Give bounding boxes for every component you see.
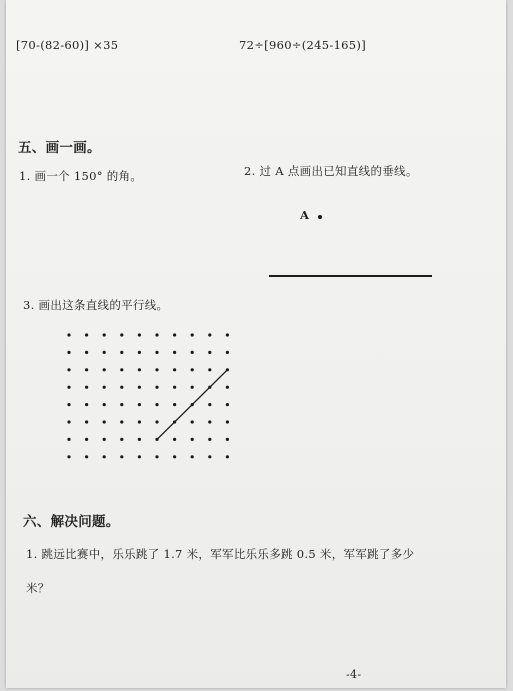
grid-dot (103, 386, 106, 389)
grid-dot (103, 420, 106, 423)
grid-dot (191, 368, 194, 371)
grid-dot (138, 333, 141, 336)
grid-dot (226, 351, 229, 354)
grid-dot (173, 386, 176, 389)
section-six-title: 六、解决问题。 (23, 514, 120, 530)
grid-dot (173, 368, 176, 371)
grid-dot (138, 455, 141, 458)
grid-dot (120, 455, 123, 458)
grid-dot (173, 455, 176, 458)
given-segment (157, 370, 227, 440)
problem-long-jump-line1: 1. 跳远比赛中，乐乐跳了 1.7 米，军军比乐乐多跳 0.5 米，军军跳了多少 (26, 547, 415, 561)
grid-dot (191, 386, 194, 389)
grid-dot (226, 438, 229, 441)
grid-dot (173, 351, 176, 354)
grid-dot (208, 351, 211, 354)
grid-dot (155, 351, 158, 354)
grid-dot (155, 403, 158, 406)
grid-dot (103, 438, 106, 441)
grid-dot (120, 420, 123, 423)
question-draw-angle: 1. 画一个 150° 的角。 (19, 169, 143, 183)
grid-dot (208, 368, 211, 371)
grid-dot (85, 333, 88, 336)
given-straight-line (269, 275, 432, 277)
grid-dot (173, 403, 176, 406)
grid-dot (103, 333, 106, 336)
grid-dot (191, 351, 194, 354)
grid-dot (155, 368, 158, 371)
grid-dot (67, 455, 70, 458)
grid-dot (191, 455, 194, 458)
grid-dot (191, 420, 194, 423)
grid-dot (85, 438, 88, 441)
section-five-title: 五、画一画。 (18, 140, 101, 156)
grid-dot (67, 351, 70, 354)
grid-dot (120, 386, 123, 389)
grid-dot (85, 455, 88, 458)
grid-dot (155, 386, 158, 389)
grid-dot (138, 438, 141, 441)
grid-dot (155, 333, 158, 336)
grid-dot (67, 333, 70, 336)
grid-dot (226, 333, 229, 336)
grid-dot (226, 386, 229, 389)
grid-dot (103, 403, 106, 406)
worksheet-page (6, 0, 506, 688)
grid-dot (67, 368, 70, 371)
grid-dot (120, 368, 123, 371)
grid-dot (226, 420, 229, 423)
grid-dot (155, 455, 158, 458)
point-a-label: A (300, 208, 310, 222)
grid-dot (120, 351, 123, 354)
grid-dot (208, 438, 211, 441)
grid-dot (191, 333, 194, 336)
grid-dot (173, 333, 176, 336)
point-a-dot (318, 215, 322, 219)
grid-dot (226, 403, 229, 406)
grid-dot (191, 438, 194, 441)
grid-dot (173, 438, 176, 441)
grid-dot (208, 420, 211, 423)
grid-dot (138, 386, 141, 389)
grid-dot (67, 403, 70, 406)
grid-dot (155, 420, 158, 423)
grid-dot (85, 420, 88, 423)
grid-dot (120, 333, 123, 336)
question-draw-parallel: 3. 画出这条直线的平行线。 (23, 298, 169, 312)
grid-dot (67, 438, 70, 441)
grid-dot (138, 368, 141, 371)
problem-long-jump-line2: 米？ (26, 581, 50, 595)
page-number: -4- (346, 668, 362, 681)
grid-dot (85, 351, 88, 354)
grid-dot (120, 403, 123, 406)
grid-dot (120, 438, 123, 441)
grid-dot (138, 351, 141, 354)
grid-dot (85, 368, 88, 371)
grid-dot (67, 386, 70, 389)
grid-dot (103, 455, 106, 458)
grid-dot (67, 420, 70, 423)
grid-dot (208, 455, 211, 458)
grid-dot (138, 403, 141, 406)
dot-grid (61, 327, 246, 467)
grid-dot (103, 351, 106, 354)
question-draw-perpendicular: 2. 过 A 点画出已知直线的垂线。 (244, 164, 418, 178)
grid-dot (208, 333, 211, 336)
calc-expression-right: 72÷[960÷(245-165)] (239, 38, 366, 52)
grid-dot (138, 420, 141, 423)
grid-dot (85, 403, 88, 406)
grid-dot (103, 368, 106, 371)
grid-dot (85, 386, 88, 389)
calc-expression-left: [70-(82-60)] ×35 (16, 38, 119, 52)
grid-dot (226, 455, 229, 458)
grid-dot (208, 403, 211, 406)
